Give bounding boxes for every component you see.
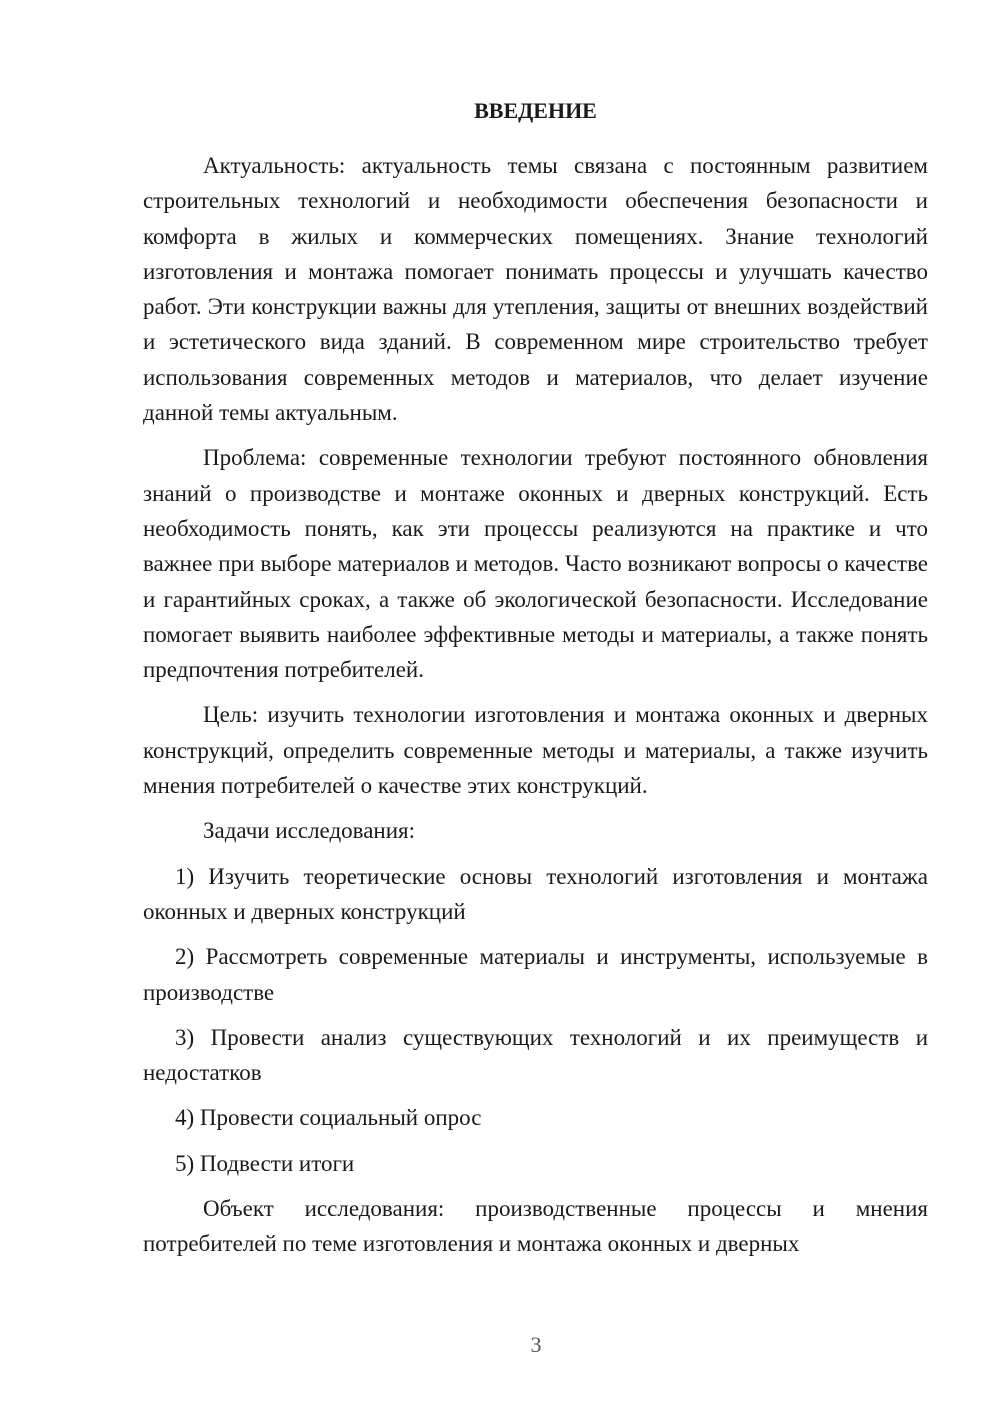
paragraph-problem: Проблема: современные технологии требуют постоянного обновления знаний о производстве и монтаже оконных и дверных конструкций. Есть необходимость понять, как эти процессы реализуются на практике и что важнее при выборе материалов и методов. Часто возникают вопросы о качестве и гарантийных сроках, а также об экологической безопасности. Исследование помогает выявить наиболее эффективные методы и материалы, а также понять предпочтения потребителей. [143,445,928,683]
paragraph-goal: Цель: изучить технологии изготовления и монтажа оконных и дверных конструкций, определить современные методы и материалы, а также изучить мнения потребителей о качестве этих конструкций. [143,702,928,799]
task-item-4: 4) Провести социальный опрос [175,1105,482,1131]
task-item-2: 2) Рассмотреть современные материалы и инструменты, используемые в производстве [143,944,928,1005]
page-number: 3 [530,1332,542,1357]
paragraph-object: Объект исследования: производственные процессы и мнения потребителей по теме изготовления и монтажа оконных и дверных [143,1196,928,1257]
task-item-1: 1) Изучить теоретические основы технологий изготовления и монтажа оконных и дверных конструкций [143,863,928,924]
task-item-5: 5) Подвести итоги [175,1150,355,1176]
task-item-3: 3) Провести анализ существующих технологий и их преимуществ и недостатков [143,1024,928,1086]
paragraph-relevance: Актуальность: актуальность темы связана с постоянным развитием строительных технологий и необходимости обеспечения безопасности и комфорта в жилых и коммерческих помещениях. Знание технологий изготовления и монтажа помогает понимать процессы и улучшать качество работ. Эти конструкции важны для утепления, защиты от внешних воздействий и эстетического вида зданий. В современном мире строительство требует использования современных методов и материалов, что делает изучение данной темы актуальным. [143,153,928,426]
tasks-heading: Задачи исследования: [203,818,416,844]
page-content [143,93,928,1272]
section-title: ВВЕДЕНИЕ [474,98,597,123]
